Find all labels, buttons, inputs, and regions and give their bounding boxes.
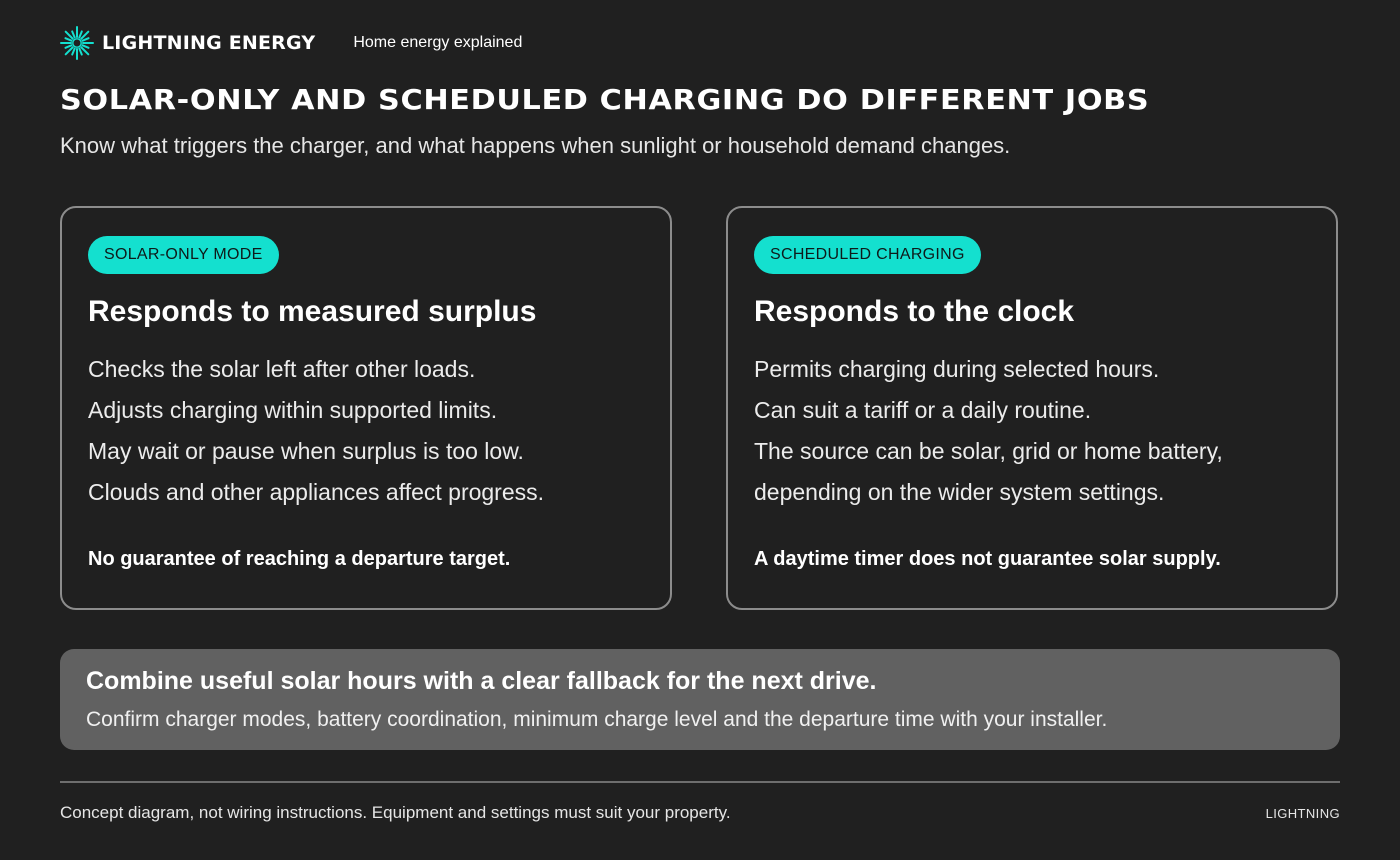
footer-brand: LIGHTNING [1265, 806, 1340, 821]
footer-divider [60, 781, 1340, 783]
page-title: SOLAR-ONLY AND SCHEDULED CHARGING DO DIFFERENT JOBS [60, 83, 1150, 116]
scheduled-charging-card [726, 206, 1338, 610]
list-item: The source can be solar, grid or home battery, [754, 438, 1223, 464]
list-item: Can suit a tariff or a daily routine. [754, 397, 1092, 423]
solar-only-list [88, 349, 544, 513]
list-item: Clouds and other appliances affect progress. [88, 479, 545, 505]
tagline: Home energy explained [353, 34, 523, 51]
footer-disclaimer: Concept diagram, not wiring instructions. Equipment and settings must suit your property. [60, 803, 731, 822]
scheduled-charging-badge: SCHEDULED CHARGING [754, 236, 981, 274]
list-item: depending on the wider system settings. [754, 479, 1165, 505]
solar-only-card [60, 206, 672, 610]
callout-body: Confirm charger modes, battery coordination, minimum charge level and the departure time with your installer. [86, 708, 1108, 731]
brand-name: LIGHTNING ENERGY [102, 32, 316, 54]
scheduled-charging-note: A daytime timer does not guarantee solar supply. [754, 548, 1221, 570]
list-item: Adjusts charging within supported limits. [88, 397, 498, 423]
list-item: May wait or pause when surplus is too low. [88, 438, 524, 464]
list-item: Checks the solar left after other loads. [88, 356, 476, 382]
scheduled-charging-heading: Responds to the clock [754, 295, 1075, 328]
page-subtitle: Know what triggers the charger, and what happens when sunlight or household demand changes. [60, 133, 1011, 158]
solar-only-badge: SOLAR-ONLY MODE [88, 236, 279, 274]
callout-title: Combine useful solar hours with a clear fallback for the next drive. [86, 667, 877, 695]
list-item: Permits charging during selected hours. [754, 356, 1160, 382]
scheduled-charging-list [754, 349, 1223, 513]
callout-panel [60, 649, 1340, 750]
solar-only-note: No guarantee of reaching a departure target. [88, 548, 511, 570]
sunburst-logo-icon [60, 26, 94, 60]
header [60, 26, 522, 60]
solar-only-heading: Responds to measured surplus [88, 295, 537, 328]
